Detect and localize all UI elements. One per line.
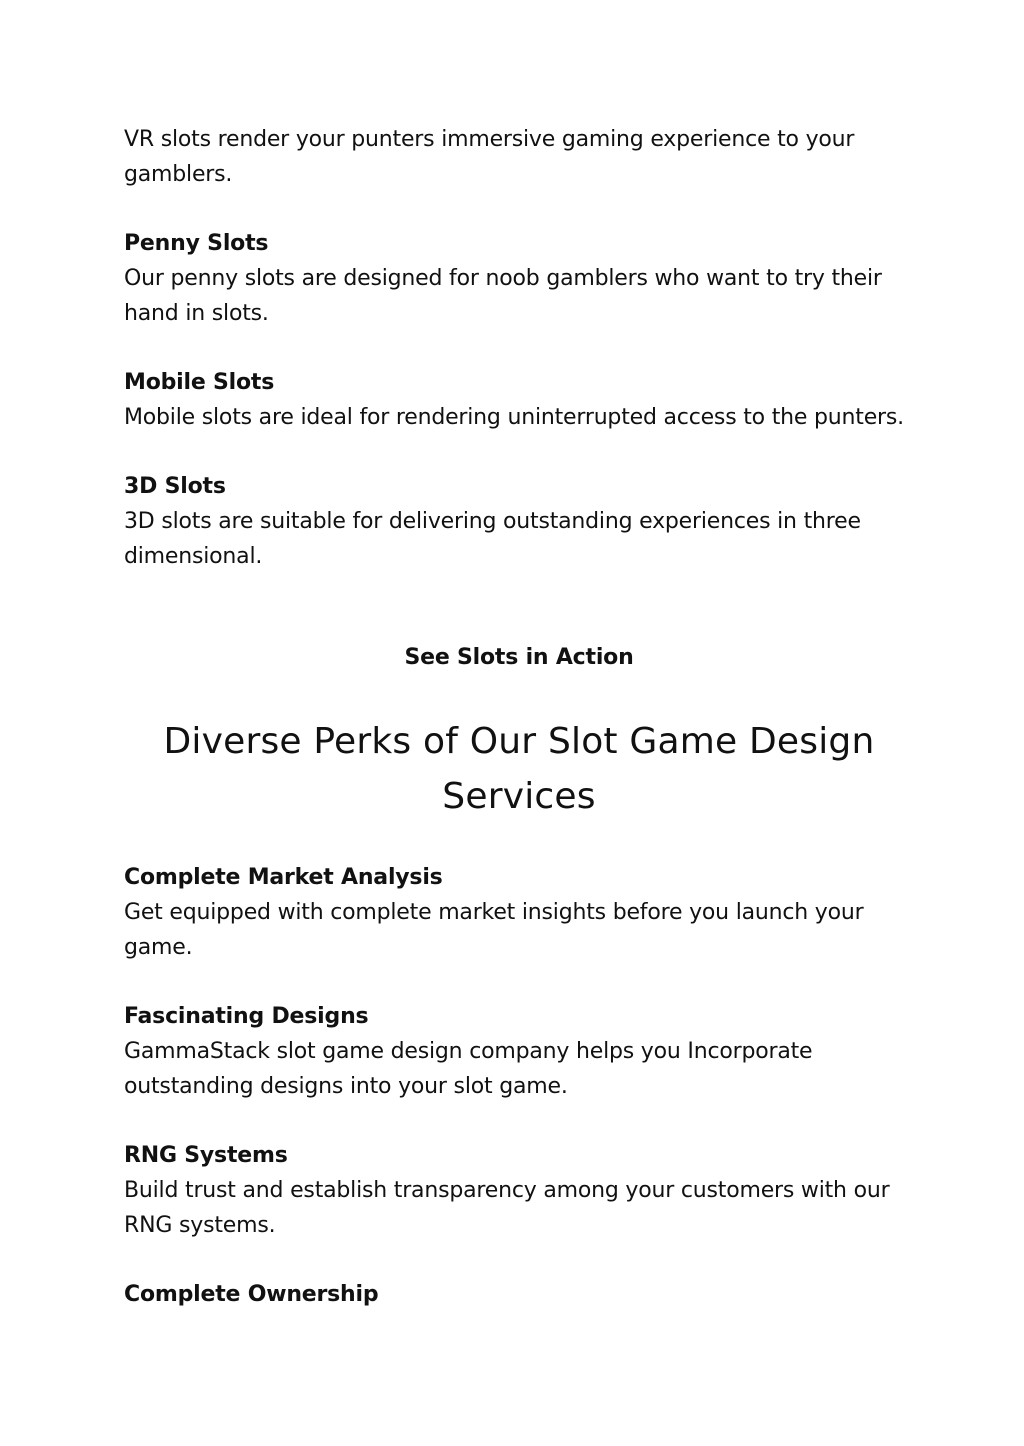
slot-type-description: 3D slots are suitable for delivering outstanding experiences in three dimensional. bbox=[124, 509, 861, 569]
perks-list bbox=[124, 860, 914, 1346]
slot-type-description: Our penny slots are designed for noob gamblers who want to try their hand in slots. bbox=[124, 266, 882, 326]
intro-paragraph: VR slots render your punters immersive gaming experience to your gamblers. bbox=[124, 127, 855, 187]
perk-heading: RNG Systems bbox=[124, 1143, 288, 1168]
document-page bbox=[124, 122, 914, 1307]
perk-heading: Complete Ownership bbox=[124, 1282, 379, 1307]
slot-type-heading: 3D Slots bbox=[124, 474, 226, 499]
perk-heading: Complete Market Analysis bbox=[124, 865, 443, 890]
see-slots-in-action-link[interactable]: See Slots in Action bbox=[404, 645, 634, 670]
perk-description: Get equipped with complete market insights before you launch your game. bbox=[124, 900, 864, 960]
slot-type-mobile bbox=[124, 365, 914, 435]
perk-item-designs bbox=[124, 999, 914, 1104]
perks-section-title: Diverse Perks of Our Slot Game Design Services bbox=[163, 721, 875, 817]
slot-type-3d bbox=[124, 469, 914, 574]
slot-type-heading: Penny Slots bbox=[124, 231, 269, 256]
perk-heading: Fascinating Designs bbox=[124, 1004, 369, 1029]
perk-description: GammaStack slot game design company helps you Incorporate outstanding designs into your slot game. bbox=[124, 1039, 813, 1099]
slot-type-heading: Mobile Slots bbox=[124, 370, 275, 395]
slot-type-penny bbox=[124, 226, 914, 331]
perk-item-market-analysis bbox=[124, 860, 914, 965]
intro-block bbox=[124, 122, 914, 192]
perk-description: Build trust and establish transparency among your customers with our RNG systems. bbox=[124, 1178, 890, 1238]
perk-item-ownership bbox=[124, 1277, 914, 1312]
slot-type-description: Mobile slots are ideal for rendering uninterrupted access to the punters. bbox=[124, 405, 904, 430]
perk-item-rng-systems bbox=[124, 1138, 914, 1243]
